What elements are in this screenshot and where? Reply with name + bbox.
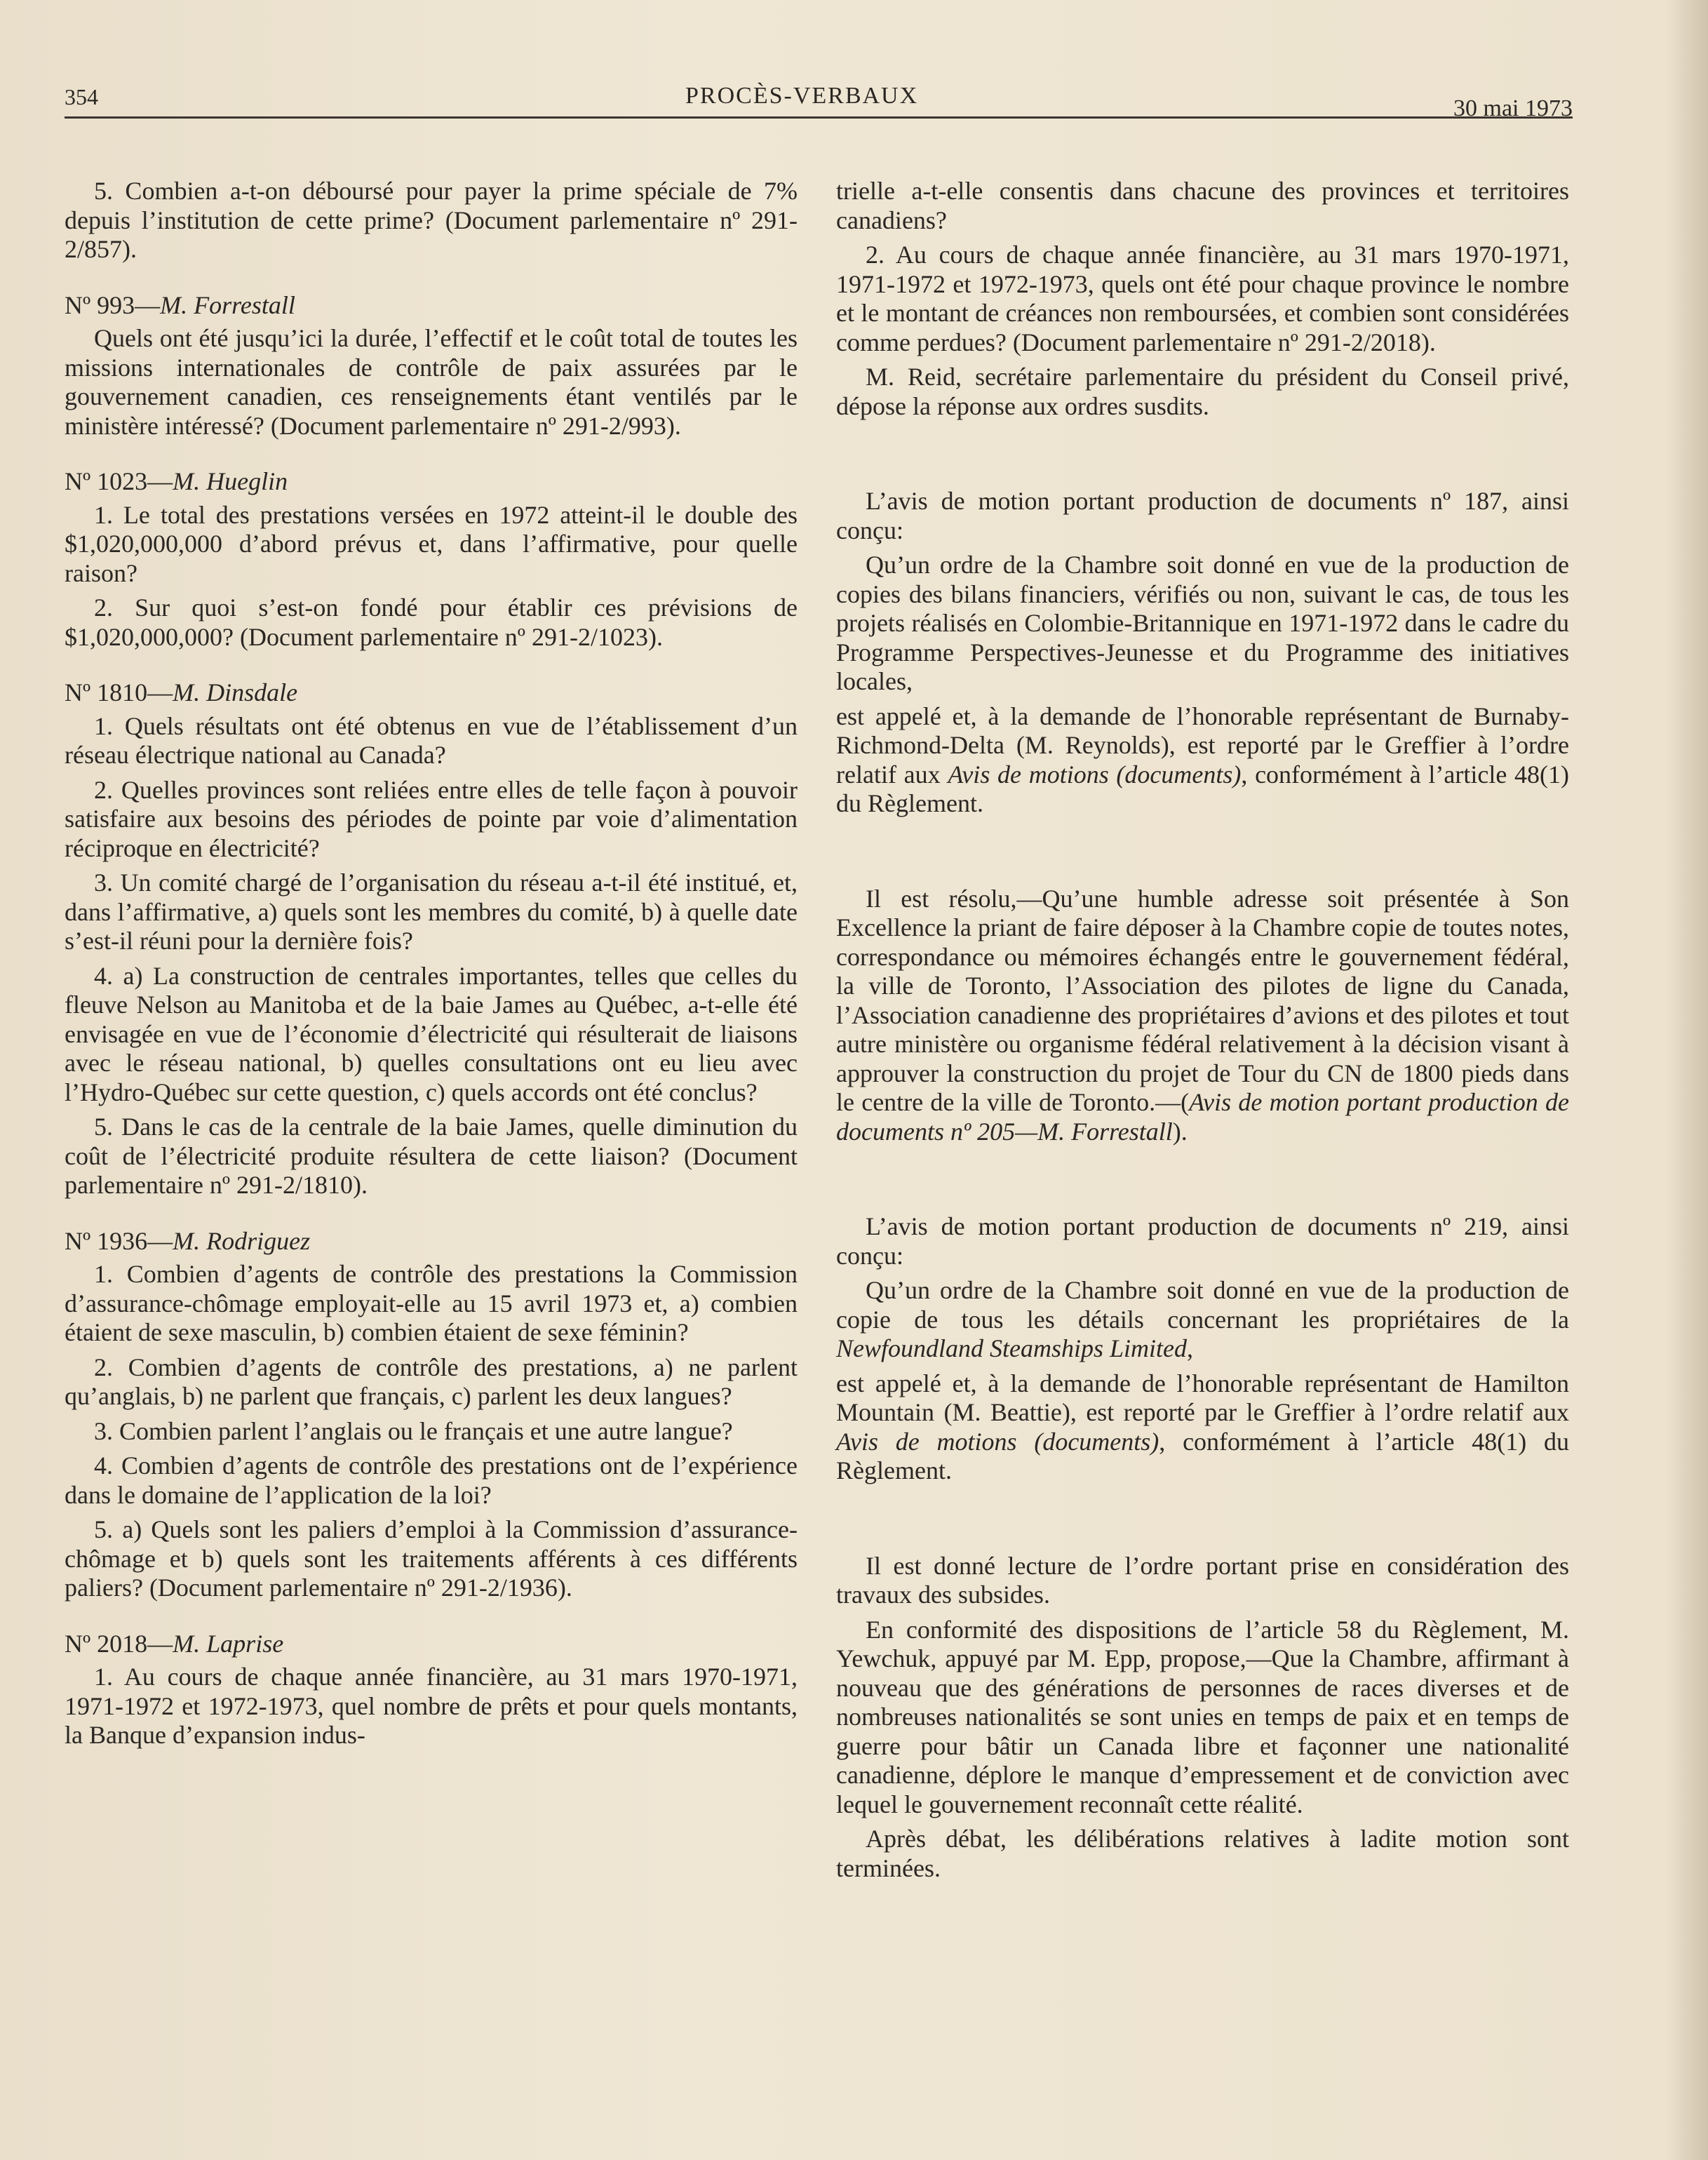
paragraph: Qu’un ordre de la Chambre soit donné en vue de la production de copies des bilans financiers, vérifiés ou non, suivant le cas, de tous les projets réalisés en Colombie-Britannique en 1971-1972 dans le cadre du Programme Perspectives-Jeunesse et du Programme des initiatives locales, (836, 551, 1569, 695)
paragraph (836, 1369, 1569, 1486)
member-name: M. Forrestall (160, 290, 295, 319)
question-number: Nº 1810— (65, 678, 173, 706)
paragraph: 5. Dans le cas de la centrale de la baie James, quelle diminution du coût de l’électricité produite résultera de cette liaison? (Document parlementaire nº 291-2/1810). (65, 1113, 798, 1199)
running-title: PROCÈS-VERBAUX (685, 83, 919, 109)
page-edge-shadow (1666, 0, 1708, 2160)
paragraph: Après débat, les délibérations relatives à ladite motion sont terminées. (836, 1825, 1569, 1882)
resolution-205 (836, 885, 1569, 1147)
question-heading (65, 291, 798, 321)
paragraph: Il est donné lecture de l’ordre portant prise en considération des travaux des subsides. (836, 1551, 1569, 1609)
header-date: 30 mai 1973 (1453, 95, 1573, 121)
question-1023 (65, 467, 798, 652)
text-run-italic: Avis de motions (documents) (836, 1427, 1159, 1456)
question-heading (65, 467, 798, 497)
member-name: M. Laprise (173, 1629, 284, 1658)
text-run-italic: Newfoundland Steamships Limited (836, 1334, 1188, 1362)
text-run: est appelé et, à la demande de l’honorable représentant de Burnaby-Richmond-Delta (M. Reynolds), est reporté par le Greffier à l’ordre relatif aux (836, 702, 1569, 789)
text-run: Qu’un ordre de la Chambre soit donné en vue de la production de copie de tous les détails concernant les propriétaires de la (836, 1276, 1569, 1334)
section-gap (836, 1173, 1569, 1212)
question-number: Nº 2018— (65, 1629, 173, 1658)
text-run: est appelé et, à la demande de l’honorable représentant de Hamilton Mountain (M. Beattie), est reporté par le Greffier à l’ordre relatif aux (836, 1369, 1569, 1426)
text-run: ). (1172, 1117, 1188, 1146)
motion-187 (836, 487, 1569, 819)
motion-219 (836, 1212, 1569, 1486)
paragraph: 1. Quels résultats ont été obtenus en vue de l’établissement d’un réseau électrique national au Canada? (65, 711, 798, 769)
paragraph: 2. Au cours de chaque année financière, au 31 mars 1970-1971, 1971-1972 et 1972-1973, quels ont été pour chaque province le nombre et le montant de créances non remboursées, et combien sont considérées comme perdues? (Document parlementaire nº 291-2/2018). (836, 241, 1569, 356)
paragraph: 5. Combien a-t-on déboursé pour payer la prime spéciale de 7% depuis l’institution de cette prime? (Document parlementaire nº 291-2/857). (65, 177, 798, 263)
paragraph (836, 702, 1569, 819)
text-run: , conformément à l’article 48(1) du Règlement. (836, 1427, 1569, 1484)
paragraph: L’avis de motion portant production de documents nº 219, ainsi conçu: (836, 1212, 1569, 1270)
member-name: M. Dinsdale (173, 678, 298, 706)
paragraph: 2. Sur quoi s’est-on fondé pour établir ces prévisions de $1,020,000,000? (Document parlementaire nº 291-2/1023). (65, 593, 798, 651)
paragraph: 3. Un comité chargé de l’organisation du réseau a-t-il été institué, et, dans l’affirmative, a) quels sont les membres du comité, b) à quelle date s’est-il réuni pour la dernière fois? (65, 868, 798, 955)
paragraph: L’avis de motion portant production de documents nº 187, ainsi conçu: (836, 487, 1569, 544)
right-column (836, 177, 1569, 1910)
paragraph: 1. Le total des prestations versées en 1972 atteint-il le double des $1,020,000,000 d’abord prévus et, dans l’affirmative, pour quelle raison? (65, 500, 798, 587)
member-name: M. Hueglin (173, 467, 288, 495)
section-gap (836, 1512, 1569, 1552)
question-1936 (65, 1227, 798, 1603)
paragraph: 2. Quelles provinces sont reliées entre elles de telle façon à pouvoir satisfaire aux besoins des périodes de pointe par voie d’alimentation réciproque en électricité? (65, 775, 798, 862)
question-993 (65, 291, 798, 441)
paragraph: 4. Combien d’agents de contrôle des prestations ont de l’expérience dans le domaine de l’application de la loi? (65, 1451, 798, 1509)
section-gap (836, 448, 1569, 487)
paragraph: Quels ont été jusqu’ici la durée, l’effectif et le coût total de toutes les missions internationales de contrôle de paix assurées par le gouvernement canadien, ces renseignements étant ventilés par le ministère intéressé? (Document parlementaire nº 291-2/993). (65, 324, 798, 440)
question-heading (65, 678, 798, 708)
paragraph (836, 1276, 1569, 1364)
paragraph: 4. a) La construction de centrales importantes, telles que celles du fleuve Nelson au Manitoba et de la baie James au Québec, a-t-elle été envisagée en vue de l’économie d’électricité qui résulterait de liaisons avec le réseau national, b) quelles consultations ont eu lieu avec l’Hydro-Québec sur cette question, c) quels accords ont été conclus? (65, 961, 798, 1106)
question-heading (65, 1227, 798, 1256)
left-column (65, 177, 798, 1777)
question-number: Nº 1023— (65, 467, 173, 495)
text-run-italic: Avis de motions (documents) (948, 760, 1242, 789)
page-header (65, 79, 1573, 128)
question-2018-continued (836, 177, 1569, 421)
text-run: , (1187, 1334, 1194, 1362)
paragraph: 1. Au cours de chaque année financière, au 31 mars 1970-1971, 1971-1972 et 1972-1973, quel nombre de prêts et pour quels montants, la Banque d’expansion indus- (65, 1663, 798, 1749)
supply-motion (836, 1552, 1569, 1884)
paragraph (836, 885, 1569, 1147)
question-heading (65, 1630, 798, 1659)
paragraph: 5. a) Quels sont les paliers d’emploi à la Commission d’assurance-chômage et b) quels sont les traitements afférents à ces différents paliers? (Document parlementaire nº 291-2/1936). (65, 1515, 798, 1602)
paragraph: 2. Combien d’agents de contrôle des prestations, a) ne parlent qu’anglais, b) ne parlent que français, c) parlent les deux langues? (65, 1353, 798, 1410)
page-number: 354 (65, 84, 98, 109)
text-run: , conformément à l’article 48(1) du Règlement. (836, 760, 1569, 817)
header-rule (65, 116, 1573, 119)
text-run: Il est résolu,—Qu’une humble adresse soit présentée à Son Excellence la priant de faire déposer à la Chambre copie de toutes notes, correspondance ou mémoires échangés entre le gouvernement fédéral, la ville de Toronto, l’Association des pilotes de ligne du Canada, l’Association canadienne des propriétaires d’avions et des pilotes et tout autre ministère ou organisme fédéral relativement à la décision visant à approuver la construction du projet de Tour du CN de 1800 pieds dans le centre de la ville de Toronto.—( (836, 884, 1569, 1116)
paragraph: 3. Combien parlent l’anglais ou le français et une autre langue? (94, 1416, 733, 1445)
question-1810 (65, 678, 798, 1200)
text-run-italic: Avis de motion portant production de documents nº 205—M. Forrestall (836, 1088, 1569, 1146)
question-number: Nº 993— (65, 290, 161, 319)
paragraph: En conformité des dispositions de l’article 58 du Règlement, M. Yewchuk, appuyé par M. Epp, propose,—Que la Chambre, affirmant à nouveau que des générations de personnes de races diverses et de nombreuses nationalités se sont unies en temps de paix et en temps de guerre pour bâtir un Canada libre et façonner une nationalité canadienne, déplore le manque d’empressement et de conviction avec lequel le gouvernement reconnaît cette réalité. (836, 1615, 1569, 1818)
paragraph: trielle a-t-elle consentis dans chacune des provinces et territoires canadiens? (836, 177, 1569, 234)
member-name: M. Rodriguez (173, 1226, 311, 1255)
question-number: Nº 1936— (65, 1226, 173, 1255)
paragraph: 1. Combien d’agents de contrôle des prestations la Commission d’assurance-chômage employait-elle au 15 avril 1973 et, a) combien étaient de sexe masculin, b) combien étaient de sexe féminin? (65, 1260, 798, 1346)
section-gap (836, 845, 1569, 885)
question-2018 (65, 1630, 798, 1750)
question-857-continued (65, 177, 798, 264)
paragraph: M. Reid, secrétaire parlementaire du président du Conseil privé, dépose la réponse aux ordres susdits. (836, 363, 1569, 420)
